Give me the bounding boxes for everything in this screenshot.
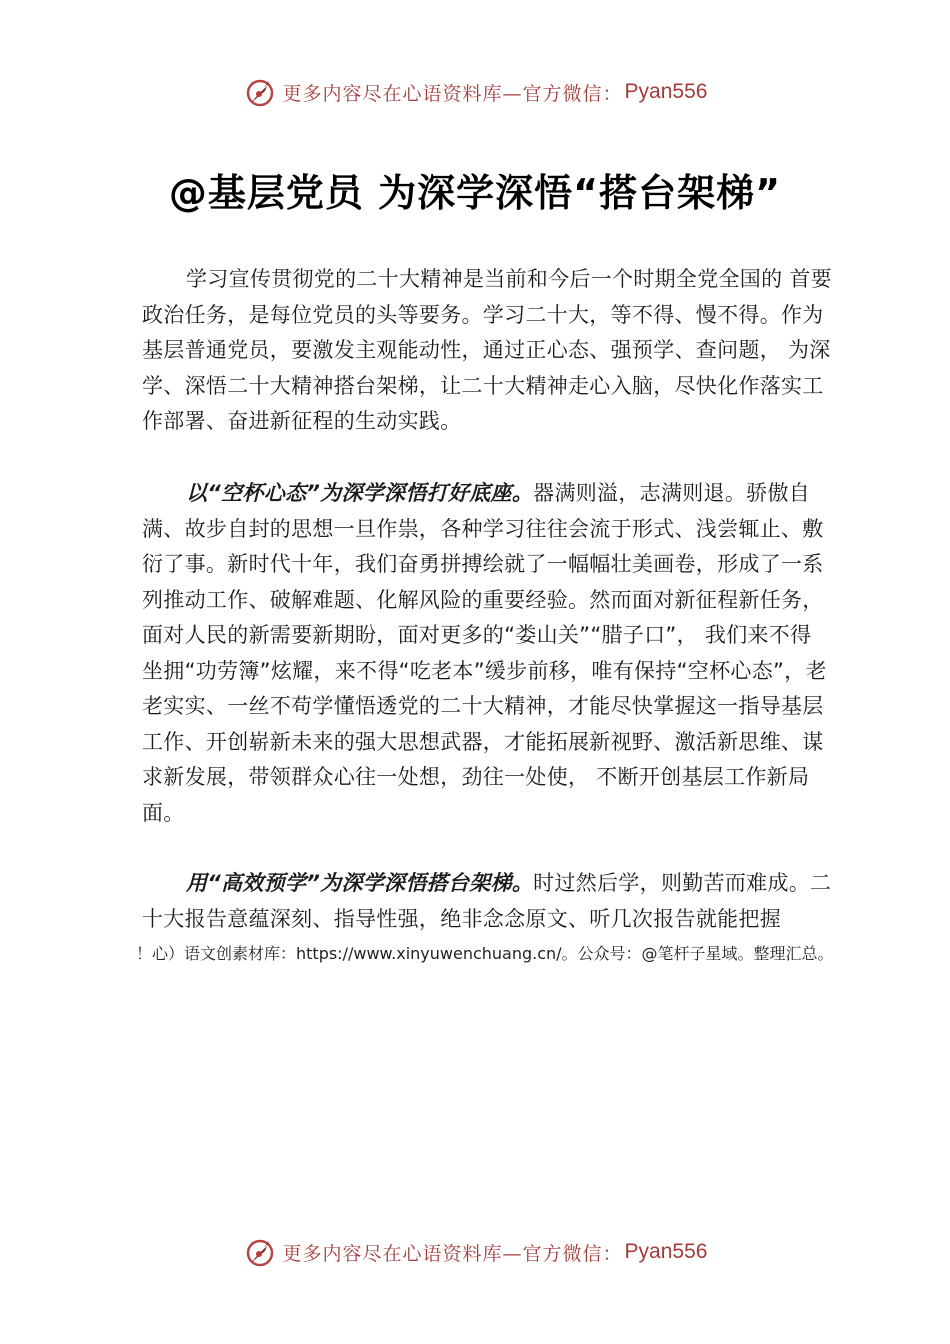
- document-title: @基层党员 为深学深悟“搭台架梯”: [168, 171, 782, 215]
- watermark-text: 更多内容尽在心语资料库—官方微信：: [282, 1242, 623, 1265]
- paragraph-body: 学习宣传贯彻党的二十大精神是当前和今后一个时期全党全国的 首要政治任务，是每位党员的头等要务。学习二十大，等不得、慢不得。作为基层普通党员，要激发主观能动性，通过正心态、强预学、查问题， 为深学、深悟二十大精神搭台架梯，让二十大精神走心入脑，尽快化作落实工作部署、奋进新征程的生动实践。: [142, 267, 832, 433]
- watermark-text: 更多内容尽在心语资料库—官方微信：: [282, 82, 623, 105]
- paragraph-lead: 用“高效预学”为深学深悟搭台架梯。: [186, 871, 534, 895]
- paragraph-body: 时过然后学，则勤苦而难成。二十大报告意蕴深刻、指导性强，绝非念念原文、听几次报告就能把握: [142, 871, 832, 931]
- quill-logo-icon: [243, 75, 277, 109]
- watermark-account: Pyan556: [624, 80, 708, 103]
- watermark-account: Pyan556: [624, 1240, 708, 1263]
- paragraph-empty-cup: [142, 476, 832, 831]
- paragraph-lead: 以“空杯心态”为深学深悟打好底座。: [186, 481, 534, 505]
- paragraph-pre-study: [142, 866, 832, 937]
- paragraph-intro: [142, 262, 832, 440]
- footer-watermark: [0, 1232, 950, 1272]
- quill-logo-icon: [243, 1235, 277, 1269]
- paragraph-body: 器满则溢，志满则退。骄傲自满、故步自封的思想一旦作祟，各种学习往往会流于形式、浅尝辄止、敷衍了事。新时代十年，我们奋勇拼搏绘就了一幅幅壮美画卷，形成了一系列推动工作、破解难题、化解风险的重要经验。然而面对新征程新任务，面对人民的新需要新期盼，面对更多的“娄山关”“腊子口”， 我们来不得坐拥“功劳簿”炫耀，来不得“吃老本”缓步前移，唯有保持“空杯心态”，老老实实、一丝不苟学懂悟透党的二十大精神，才能尽快掌握这一指导基层工作、开创崭新未来的强大思想武器，才能拓展新视野、激活新思维、谋求新发展，带领群众心往一处想，劲往一处使， 不断开创基层工作新局面。: [142, 481, 827, 825]
- header-watermark: [0, 72, 950, 112]
- source-footnote: ！心）语文创素材库：https://www.xinyuwenchuang.cn/。公众号：@笔杆子星域。整理汇总。: [136, 944, 834, 963]
